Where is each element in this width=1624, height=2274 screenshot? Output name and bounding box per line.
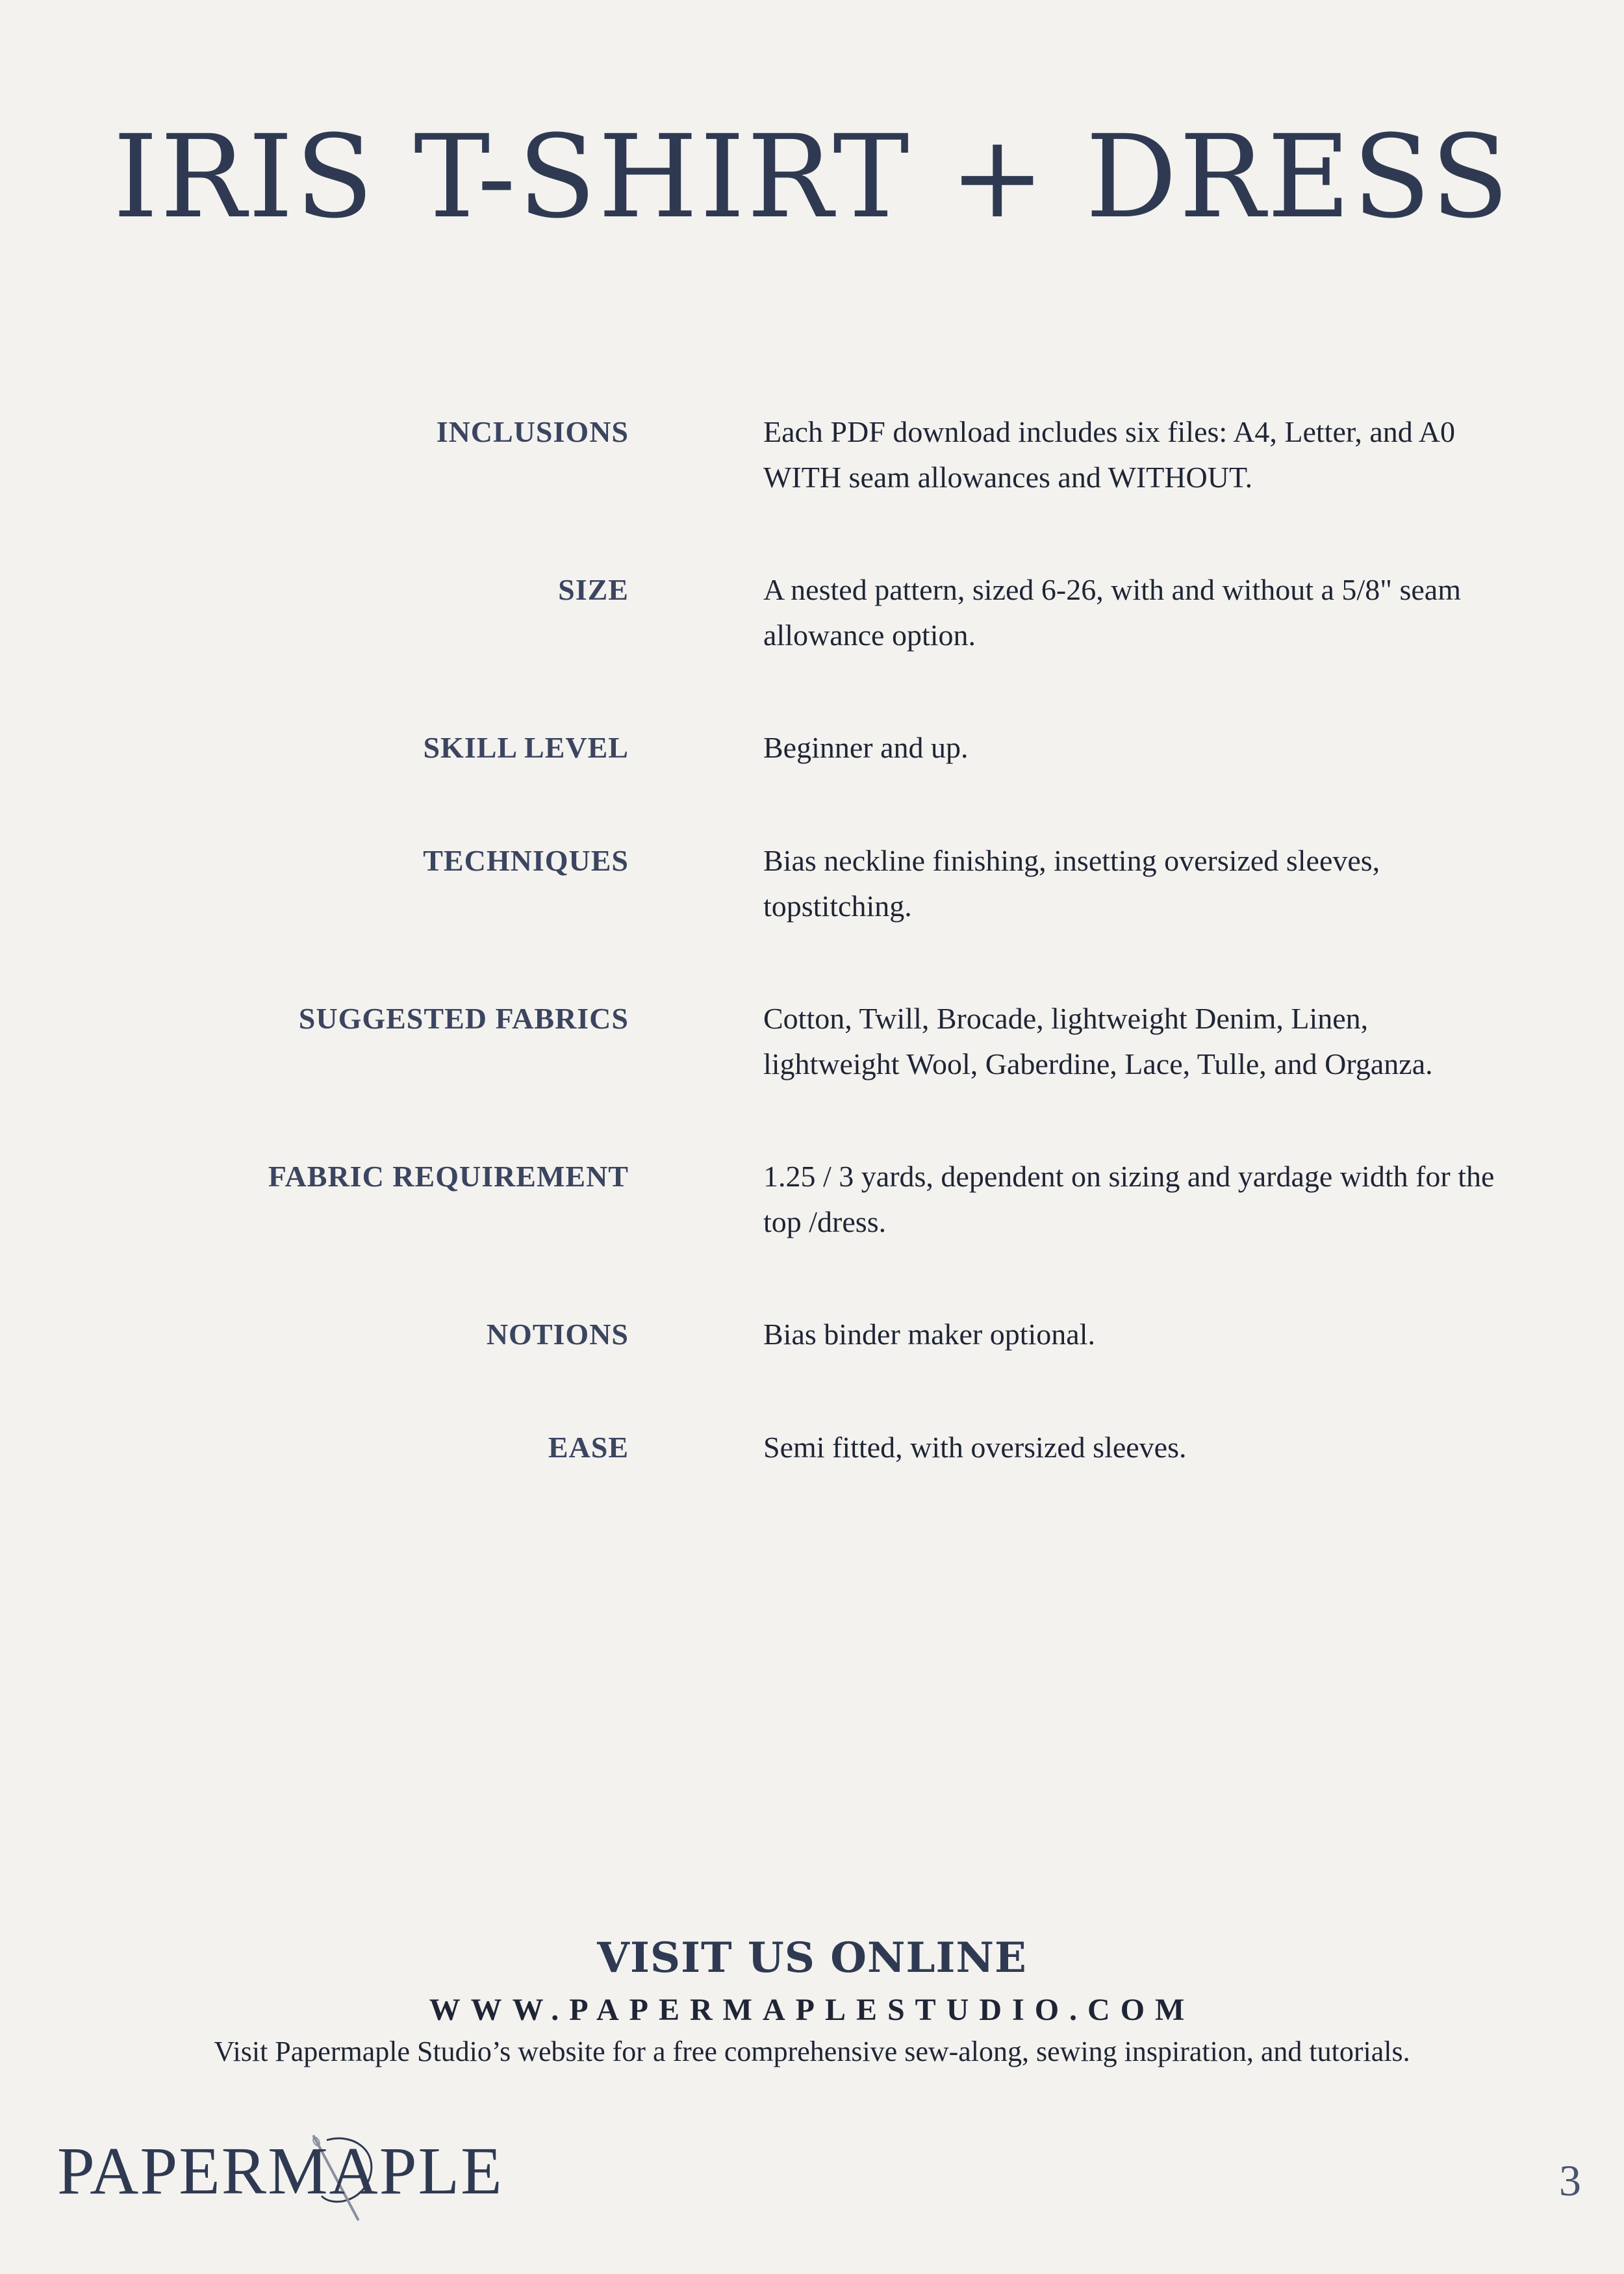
spec-value: 1.25 / 3 yards, dependent on sizing and yardage width for the top /dress. bbox=[763, 1160, 1495, 1238]
spec-value: Beginner and up. bbox=[763, 731, 969, 764]
spec-label: SUGGESTED FABRICS bbox=[298, 1002, 629, 1035]
logo-wordmark: PAPERMAPLE bbox=[57, 2134, 503, 2208]
visit-description: Visit Papermaple Studio’s website for a free comprehensive sew-along, sewing inspiration, and tutorials. bbox=[214, 2036, 1410, 2067]
website-link[interactable]: WWW.PAPERMAPLESTUDIO.COM bbox=[429, 1993, 1195, 2027]
page-number: 3 bbox=[1559, 2156, 1581, 2205]
spec-value: A nested pattern, sized 6-26, with and without a 5/8" seam allowance option. bbox=[763, 573, 1461, 652]
spec-label: SIZE bbox=[558, 573, 629, 606]
spec-value: Each PDF download includes six files: A4, Letter, and A0 WITH seam allowances and WITHOUT. bbox=[763, 415, 1455, 494]
spec-label: EASE bbox=[548, 1431, 629, 1464]
spec-label: TECHNIQUES bbox=[423, 844, 629, 877]
spec-label: FABRIC REQUIREMENT bbox=[268, 1160, 629, 1193]
spec-value: Semi fitted, with oversized sleeves. bbox=[763, 1431, 1187, 1464]
papermaple-logo bbox=[57, 2131, 525, 2222]
spec-label: NOTIONS bbox=[486, 1318, 629, 1351]
visit-heading: VISIT US ONLINE bbox=[597, 1934, 1027, 1982]
spec-label: INCLUSIONS bbox=[436, 415, 629, 448]
spec-value: Cotton, Twill, Brocade, lightweight Denim, Linen, lightweight Wool, Gaberdine, Lace, Tulle, and Organza. bbox=[763, 1002, 1433, 1080]
spec-value: Bias neckline finishing, insetting oversized sleeves, topstitching. bbox=[763, 844, 1380, 923]
page-title: IRIS T-SHIRT + DRESS bbox=[112, 110, 1512, 244]
spec-value: Bias binder maker optional. bbox=[763, 1318, 1095, 1351]
spec-label: SKILL LEVEL bbox=[423, 731, 629, 764]
